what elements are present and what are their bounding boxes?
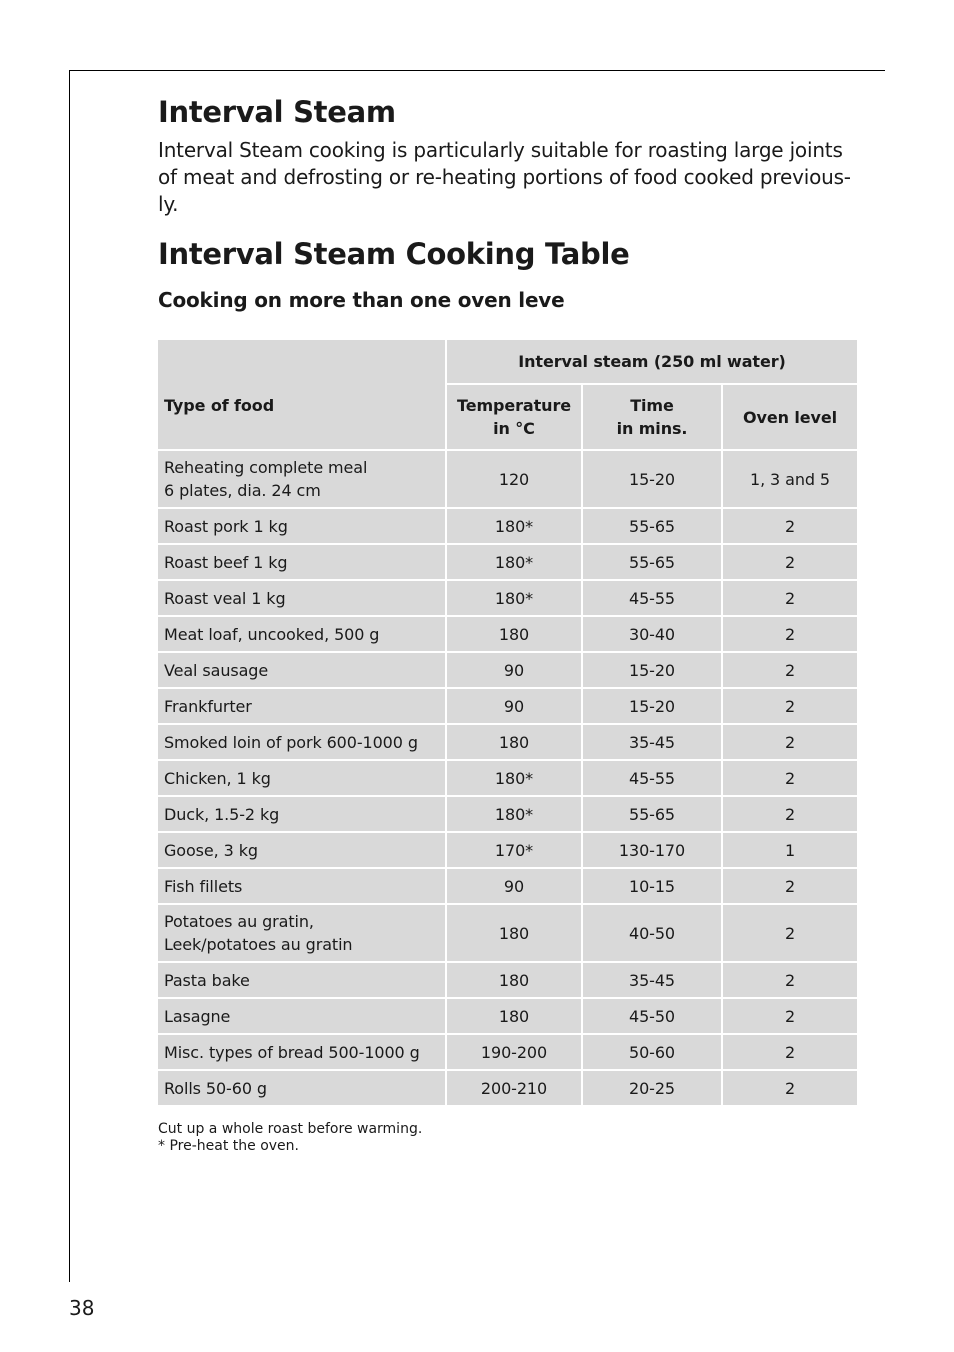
cell-temperature: 180* bbox=[447, 581, 581, 615]
cell-time: 55-65 bbox=[583, 509, 721, 543]
cell-oven-level: 2 bbox=[723, 797, 857, 831]
table-row bbox=[158, 689, 857, 723]
cell-temperature: 180* bbox=[447, 761, 581, 795]
top-rule bbox=[69, 70, 885, 71]
col-header-type: Type of food bbox=[158, 340, 445, 449]
cell-oven-level: 2 bbox=[723, 689, 857, 723]
cell-oven-level: 1, 3 and 5 bbox=[723, 451, 857, 507]
cell-temperature: 180 bbox=[447, 963, 581, 997]
table-row bbox=[158, 833, 857, 867]
cell-food: Duck, 1.5-2 kg bbox=[158, 797, 445, 831]
cell-food: Frankfurter bbox=[158, 689, 445, 723]
cell-food: Roast veal 1 kg bbox=[158, 581, 445, 615]
cell-food: Roast pork 1 kg bbox=[158, 509, 445, 543]
cell-oven-level: 2 bbox=[723, 725, 857, 759]
cell-oven-level: 1 bbox=[723, 833, 857, 867]
cell-oven-level: 2 bbox=[723, 545, 857, 579]
col-header-temp: Temperature in °C bbox=[447, 385, 581, 449]
cell-oven-level: 2 bbox=[723, 963, 857, 997]
cell-temperature: 90 bbox=[447, 689, 581, 723]
cell-food: Meat loaf, uncooked, 500 g bbox=[158, 617, 445, 651]
table-row bbox=[158, 581, 857, 615]
col-header-level: Oven level bbox=[723, 385, 857, 449]
table-title: Interval Steam Cooking Table bbox=[158, 237, 630, 271]
table-row bbox=[158, 653, 857, 687]
cell-temperature: 180 bbox=[447, 617, 581, 651]
cell-oven-level: 2 bbox=[723, 869, 857, 903]
cell-food: Misc. types of bread 500-1000 g bbox=[158, 1035, 445, 1069]
col-header-time: Time in mins. bbox=[583, 385, 721, 449]
cell-temperature: 90 bbox=[447, 869, 581, 903]
page-number: 38 bbox=[69, 1296, 95, 1320]
cell-temperature: 170* bbox=[447, 833, 581, 867]
cell-temperature: 180* bbox=[447, 797, 581, 831]
cell-time: 10-15 bbox=[583, 869, 721, 903]
cell-food: Fish fillets bbox=[158, 869, 445, 903]
table-row bbox=[158, 1071, 857, 1105]
cell-time: 30-40 bbox=[583, 617, 721, 651]
table-row bbox=[158, 797, 857, 831]
cell-food: Smoked loin of pork 600-1000 g bbox=[158, 725, 445, 759]
cell-temperature: 180* bbox=[447, 545, 581, 579]
cell-oven-level: 2 bbox=[723, 581, 857, 615]
cell-oven-level: 2 bbox=[723, 1071, 857, 1105]
cell-food: Rolls 50-60 g bbox=[158, 1071, 445, 1105]
cell-oven-level: 2 bbox=[723, 617, 857, 651]
cooking-table bbox=[156, 338, 859, 1107]
cell-time: 15-20 bbox=[583, 689, 721, 723]
table-row bbox=[158, 761, 857, 795]
cell-time: 20-25 bbox=[583, 1071, 721, 1105]
cell-time: 15-20 bbox=[583, 653, 721, 687]
table-row bbox=[158, 545, 857, 579]
cell-time: 35-45 bbox=[583, 963, 721, 997]
cell-temperature: 180 bbox=[447, 999, 581, 1033]
table-body bbox=[158, 451, 857, 1105]
cell-food: Potatoes au gratin, Leek/potatoes au gratin bbox=[158, 905, 445, 961]
cell-food: Goose, 3 kg bbox=[158, 833, 445, 867]
cell-oven-level: 2 bbox=[723, 761, 857, 795]
cell-time: 45-50 bbox=[583, 999, 721, 1033]
table-row bbox=[158, 1035, 857, 1069]
cell-food: Reheating complete meal 6 plates, dia. 24 cm bbox=[158, 451, 445, 507]
cell-time: 50-60 bbox=[583, 1035, 721, 1069]
table-subtitle: Cooking on more than one oven leve bbox=[158, 288, 565, 312]
cell-time: 45-55 bbox=[583, 761, 721, 795]
footnote-preheat: * Pre-heat the oven. bbox=[158, 1138, 299, 1154]
section-title: Interval Steam bbox=[158, 95, 396, 129]
cell-oven-level: 2 bbox=[723, 1035, 857, 1069]
cell-food: Roast beef 1 kg bbox=[158, 545, 445, 579]
cell-time: 40-50 bbox=[583, 905, 721, 961]
table-row bbox=[158, 999, 857, 1033]
cell-temperature: 180 bbox=[447, 905, 581, 961]
cell-time: 15-20 bbox=[583, 451, 721, 507]
cell-oven-level: 2 bbox=[723, 999, 857, 1033]
table-row bbox=[158, 869, 857, 903]
cell-food: Veal sausage bbox=[158, 653, 445, 687]
cell-time: 55-65 bbox=[583, 797, 721, 831]
cell-time: 55-65 bbox=[583, 545, 721, 579]
cell-temperature: 200-210 bbox=[447, 1071, 581, 1105]
cell-temperature: 180 bbox=[447, 725, 581, 759]
cell-temperature: 120 bbox=[447, 451, 581, 507]
intro-paragraph: Interval Steam cooking is particularly suitable for roasting large joints of meat and defrosting or re-heating portions of food cooked previous-ly. bbox=[158, 138, 851, 216]
footnotes bbox=[158, 1121, 422, 1155]
cell-food: Chicken, 1 kg bbox=[158, 761, 445, 795]
table-row bbox=[158, 963, 857, 997]
left-rule bbox=[69, 70, 70, 1282]
cell-time: 35-45 bbox=[583, 725, 721, 759]
cell-temperature: 90 bbox=[447, 653, 581, 687]
cell-time: 130-170 bbox=[583, 833, 721, 867]
cell-temperature: 190-200 bbox=[447, 1035, 581, 1069]
table-row bbox=[158, 725, 857, 759]
cell-oven-level: 2 bbox=[723, 509, 857, 543]
table-row bbox=[158, 451, 857, 507]
cell-temperature: 180* bbox=[447, 509, 581, 543]
table-row bbox=[158, 617, 857, 651]
cell-time: 45-55 bbox=[583, 581, 721, 615]
footnote-roast: Cut up a whole roast before warming. bbox=[158, 1121, 423, 1137]
cell-food: Pasta bake bbox=[158, 963, 445, 997]
table-row bbox=[158, 509, 857, 543]
cell-food: Lasagne bbox=[158, 999, 445, 1033]
cell-oven-level: 2 bbox=[723, 653, 857, 687]
content bbox=[158, 94, 863, 314]
cell-oven-level: 2 bbox=[723, 905, 857, 961]
col-group-header: Interval steam (250 ml water) bbox=[447, 340, 857, 383]
table-row bbox=[158, 905, 857, 961]
